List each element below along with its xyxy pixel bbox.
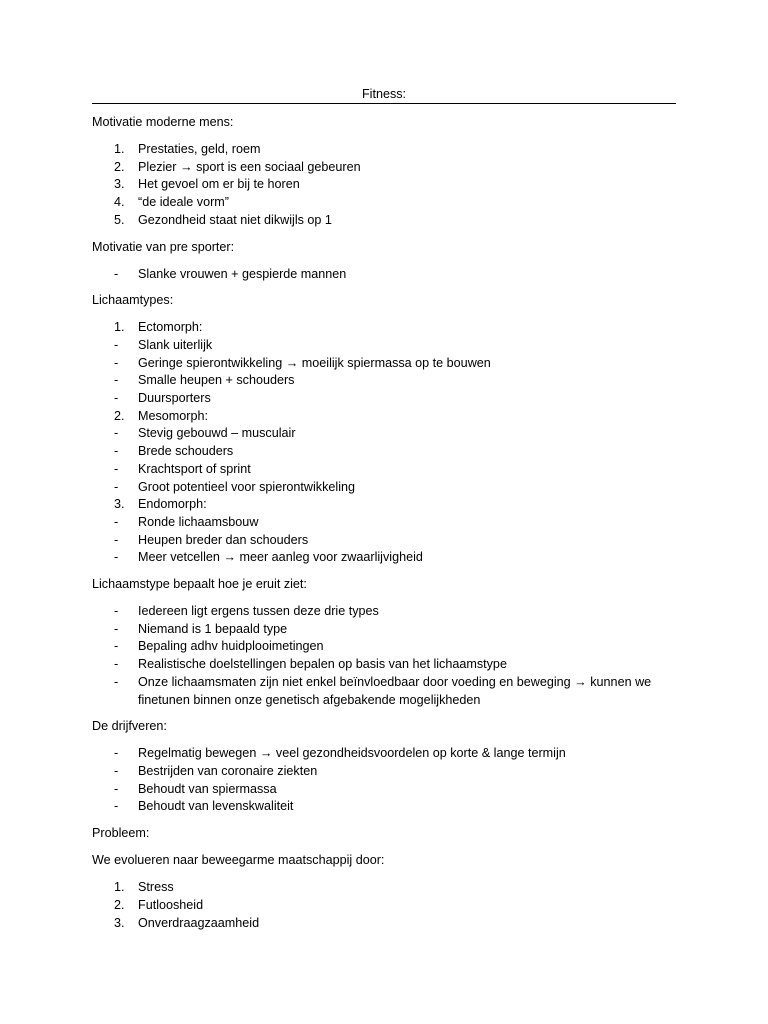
list-item-text: Gezondheid staat niet dikwijls op 1 xyxy=(138,212,332,227)
list-number: 1. xyxy=(114,320,125,335)
bullet-dash: - xyxy=(114,621,119,636)
list-item-text: Het gevoel om er bij te horen xyxy=(138,177,300,192)
list-item-text: Stress xyxy=(138,880,174,895)
list-item xyxy=(92,337,676,355)
list-item xyxy=(92,355,676,373)
list-item xyxy=(92,763,676,781)
list-number: 2. xyxy=(114,159,125,174)
section-heading: Lichaamstype bepaalt hoe je eruit ziet: xyxy=(92,577,307,592)
bullet-dash: - xyxy=(114,763,119,778)
list-number: 5. xyxy=(114,212,125,227)
list-item xyxy=(92,194,676,212)
list-number: 4. xyxy=(114,195,125,210)
document-title: Fitness: xyxy=(361,87,407,101)
section-list xyxy=(92,603,676,709)
section-heading: Motivatie moderne mens: xyxy=(92,115,234,129)
list-item-text: Futloosheid xyxy=(138,897,204,912)
bullet-dash: - xyxy=(114,514,119,529)
bullet-dash: - xyxy=(114,479,119,494)
list-item xyxy=(92,461,676,479)
list-number: 2. xyxy=(114,408,125,423)
list-item xyxy=(92,266,676,284)
bullet-dash: - xyxy=(114,604,119,619)
list-item xyxy=(92,159,676,177)
bullet-dash: - xyxy=(114,639,119,654)
list-item xyxy=(92,372,676,390)
bullet-dash: - xyxy=(114,674,119,689)
section-heading: De drijfveren: xyxy=(92,719,167,734)
section-heading: Lichaamtypes: xyxy=(92,293,174,308)
bullet-dash: - xyxy=(114,550,119,565)
document-page xyxy=(92,86,676,941)
section-heading: Probleem: xyxy=(92,826,150,841)
section-heading: Motivatie van pre sporter: xyxy=(92,239,235,254)
list-item-text: Ronde lichaamsbouw xyxy=(138,514,259,529)
list-item xyxy=(92,408,676,426)
list-item-text: Meer vetcellen → meer aanleg voor zwaarlijvigheid xyxy=(138,550,423,565)
list-item xyxy=(92,781,676,799)
list-item-text: Mesomorph: xyxy=(138,408,208,423)
list-item xyxy=(92,674,676,709)
list-item xyxy=(92,176,676,194)
list-item-text: Heupen breder dan schouders xyxy=(138,532,309,547)
list-item xyxy=(92,745,676,763)
bullet-dash: - xyxy=(114,337,119,352)
list-item-text: Stevig gebouwd – musculair xyxy=(138,426,296,441)
list-item xyxy=(92,638,676,656)
bullet-dash: - xyxy=(114,799,119,814)
list-item-text: Onze lichaamsmaten zijn niet enkel beïnvloedbaar door voeding en beweging → kunnen we finetunen binnen onze genetisch afgebakende mogelijkheden xyxy=(138,674,652,707)
list-item-text: Ectomorph: xyxy=(138,320,203,335)
section-list xyxy=(92,319,676,567)
list-item xyxy=(92,897,676,915)
section-list xyxy=(92,141,676,230)
list-number: 2. xyxy=(114,897,125,912)
list-item xyxy=(92,915,676,933)
document-body xyxy=(92,114,676,932)
list-item xyxy=(92,798,676,816)
list-item xyxy=(92,443,676,461)
bullet-dash: - xyxy=(114,266,119,281)
bullet-dash: - xyxy=(114,355,119,370)
list-item-text: “de ideale vorm” xyxy=(138,195,229,210)
list-item-text: Behoudt van levenskwaliteit xyxy=(138,799,294,814)
bullet-dash: - xyxy=(114,373,119,388)
list-item-text: Iedereen ligt ergens tussen deze drie types xyxy=(138,604,379,619)
list-item-text: Endomorph: xyxy=(138,497,207,512)
list-item-text: Slanke vrouwen + gespierde mannen xyxy=(138,266,347,281)
list-item xyxy=(92,425,676,443)
list-number: 3. xyxy=(114,497,125,512)
list-item-text: Krachtsport of sprint xyxy=(138,461,251,476)
list-item-text: Groot potentieel voor spierontwikkeling xyxy=(138,479,356,494)
list-item-text: Plezier → sport is een sociaal gebeuren xyxy=(138,159,361,174)
bullet-dash: - xyxy=(114,532,119,547)
list-item-text: Geringe spierontwikkeling → moeilijk spiermassa op te bouwen xyxy=(138,355,491,370)
list-item-text: Regelmatig bewegen → veel gezondheidsvoordelen op korte & lange termijn xyxy=(138,746,566,761)
section-list xyxy=(92,745,676,816)
list-item-text: Realistische doelstellingen bepalen op basis van het lichaamstype xyxy=(138,657,507,672)
list-item-text: Duursporters xyxy=(138,391,211,406)
list-item xyxy=(92,496,676,514)
list-item xyxy=(92,390,676,408)
list-item-text: Onverdraagzaamheid xyxy=(138,915,260,930)
list-item-text: Niemand is 1 bepaald type xyxy=(138,621,288,636)
section-list xyxy=(92,879,676,932)
list-number: 3. xyxy=(114,177,125,192)
list-item xyxy=(92,479,676,497)
list-number: 1. xyxy=(114,142,125,156)
list-item xyxy=(92,532,676,550)
list-item-text: Brede schouders xyxy=(138,444,234,459)
list-item-text: Bestrijden van coronaire ziekten xyxy=(138,763,318,778)
list-item-text: Bepaling adhv huidplooimetingen xyxy=(138,639,324,654)
bullet-dash: - xyxy=(114,444,119,459)
list-item xyxy=(92,319,676,337)
list-item xyxy=(92,621,676,639)
bullet-dash: - xyxy=(114,657,119,672)
list-number: 1. xyxy=(114,880,125,895)
bullet-dash: - xyxy=(114,391,119,406)
bullet-dash: - xyxy=(114,781,119,796)
list-item xyxy=(92,603,676,621)
list-number: 3. xyxy=(114,915,125,930)
bullet-dash: - xyxy=(114,746,119,761)
section-list xyxy=(92,266,676,284)
list-item xyxy=(92,212,676,230)
list-item xyxy=(92,141,676,159)
title-underline xyxy=(92,103,676,104)
list-item-text: Smalle heupen + schouders xyxy=(138,373,295,388)
bullet-dash: - xyxy=(114,461,119,476)
list-item-text: Slank uiterlijk xyxy=(138,337,213,352)
list-item-text: Behoudt van spiermassa xyxy=(138,781,277,796)
list-item xyxy=(92,514,676,532)
list-item xyxy=(92,879,676,897)
bullet-dash: - xyxy=(114,426,119,441)
list-item xyxy=(92,656,676,674)
list-item xyxy=(92,549,676,567)
list-item-text: Prestaties, geld, roem xyxy=(138,142,261,156)
section-heading: We evolueren naar beweegarme maatschappij door: xyxy=(92,853,385,868)
